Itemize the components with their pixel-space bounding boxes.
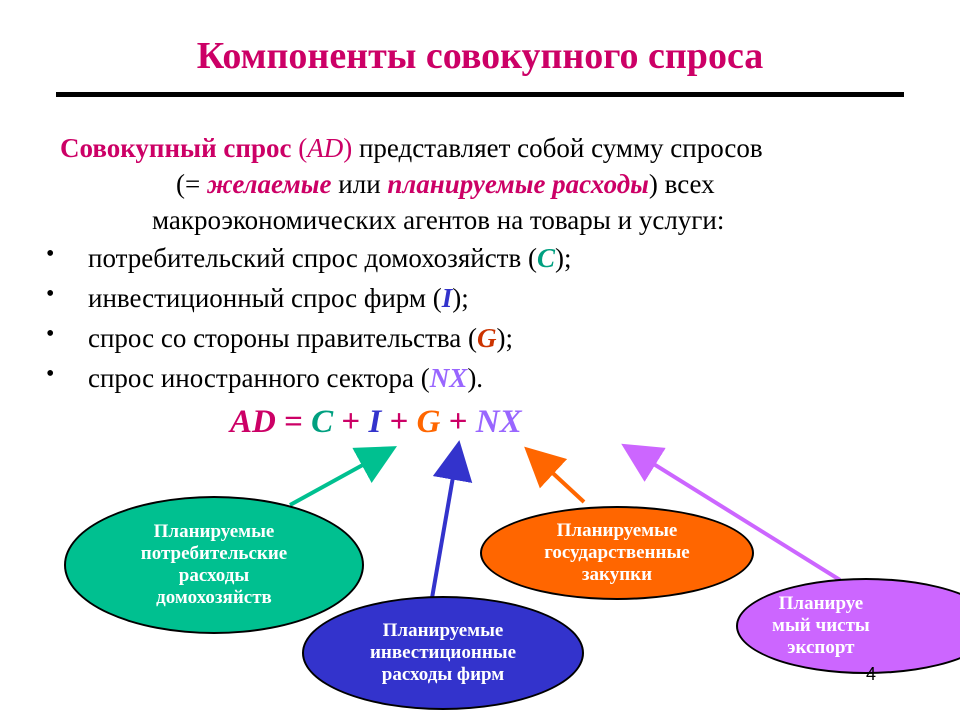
ellipse-line: расходы фирм	[381, 664, 505, 685]
ellipse-line: Планируемые	[153, 521, 275, 542]
intro-close-all: ) всех	[648, 169, 715, 199]
arrow-government	[530, 452, 584, 502]
formula-plus: +	[381, 404, 417, 440]
ellipse-line: экспорт	[787, 637, 855, 658]
ellipse-line: государственные	[544, 542, 690, 563]
symbol-nx: NX	[429, 363, 468, 393]
ellipse-line: Планируемые	[382, 620, 504, 641]
intro-paren-close: )	[343, 133, 359, 163]
ellipse-line: домохозяйств	[156, 587, 272, 608]
slide-title: Компоненты совокупного спроса	[196, 35, 764, 77]
list-item-text: спрос со стороны правительства (	[88, 323, 477, 353]
intro-eq-open: (=	[176, 169, 207, 199]
symbol-g: G	[476, 323, 497, 353]
formula-plus: +	[333, 404, 369, 440]
ellipse-line: Планируе	[778, 593, 864, 614]
ellipse-line: инвестиционные	[369, 642, 517, 663]
intro-text-1: представляет собой сумму спросов	[358, 133, 763, 163]
ellipse-line: закупки	[581, 564, 653, 585]
bullet-dot: •	[46, 241, 55, 267]
intro-desired: желаемые	[206, 169, 332, 199]
ellipse-line: мый чисты	[772, 615, 870, 636]
ellipse-line: расходы	[178, 565, 250, 586]
intro-abbr: AD	[307, 133, 344, 163]
arrow-consumption	[290, 450, 390, 505]
list-item-end: );	[452, 283, 469, 313]
bullet-dot: •	[46, 321, 55, 347]
symbol-i: I	[441, 283, 453, 313]
formula-equals: =	[275, 404, 312, 440]
page-number: 4	[866, 664, 877, 684]
intro-paren-open: (	[291, 133, 308, 163]
ellipse-line: Планируемые	[556, 520, 678, 541]
list-item-text: спрос иностранного сектора (	[88, 363, 430, 393]
consumption-ellipse	[64, 496, 364, 634]
ellipse-line: потребительские	[140, 543, 288, 564]
government-label	[544, 520, 689, 586]
formula-ad: AD	[230, 404, 276, 440]
investment-ellipse	[302, 596, 584, 710]
formula-i: I	[368, 404, 382, 440]
list-item-end: );	[496, 323, 513, 353]
bullet-dot: •	[46, 361, 55, 387]
intro-planned: планируемые расходы	[387, 169, 649, 199]
formula-c: C	[311, 404, 334, 440]
intro-line-3: макроэкономических агентов на товары и услуги:	[152, 205, 725, 235]
intro-or: или	[331, 169, 388, 199]
government-ellipse	[480, 506, 754, 600]
formula-plus: +	[440, 404, 476, 440]
consumption-label	[141, 521, 287, 609]
bullet-dot: •	[46, 281, 55, 307]
formula-nx: NX	[475, 404, 522, 440]
investment-label	[370, 620, 516, 686]
symbol-c: C	[536, 243, 555, 273]
arrow-investment	[432, 448, 458, 598]
list-item-text: потребительский спрос домохозяйств (	[88, 243, 537, 273]
formula-g: G	[416, 404, 441, 440]
list-item-end: );	[554, 243, 572, 273]
list-item-text: инвестиционный спрос фирм (	[88, 283, 442, 313]
intro-term: Совокупный спрос	[60, 133, 292, 163]
list-item-end: ).	[467, 363, 484, 393]
net-export-label	[772, 593, 870, 659]
